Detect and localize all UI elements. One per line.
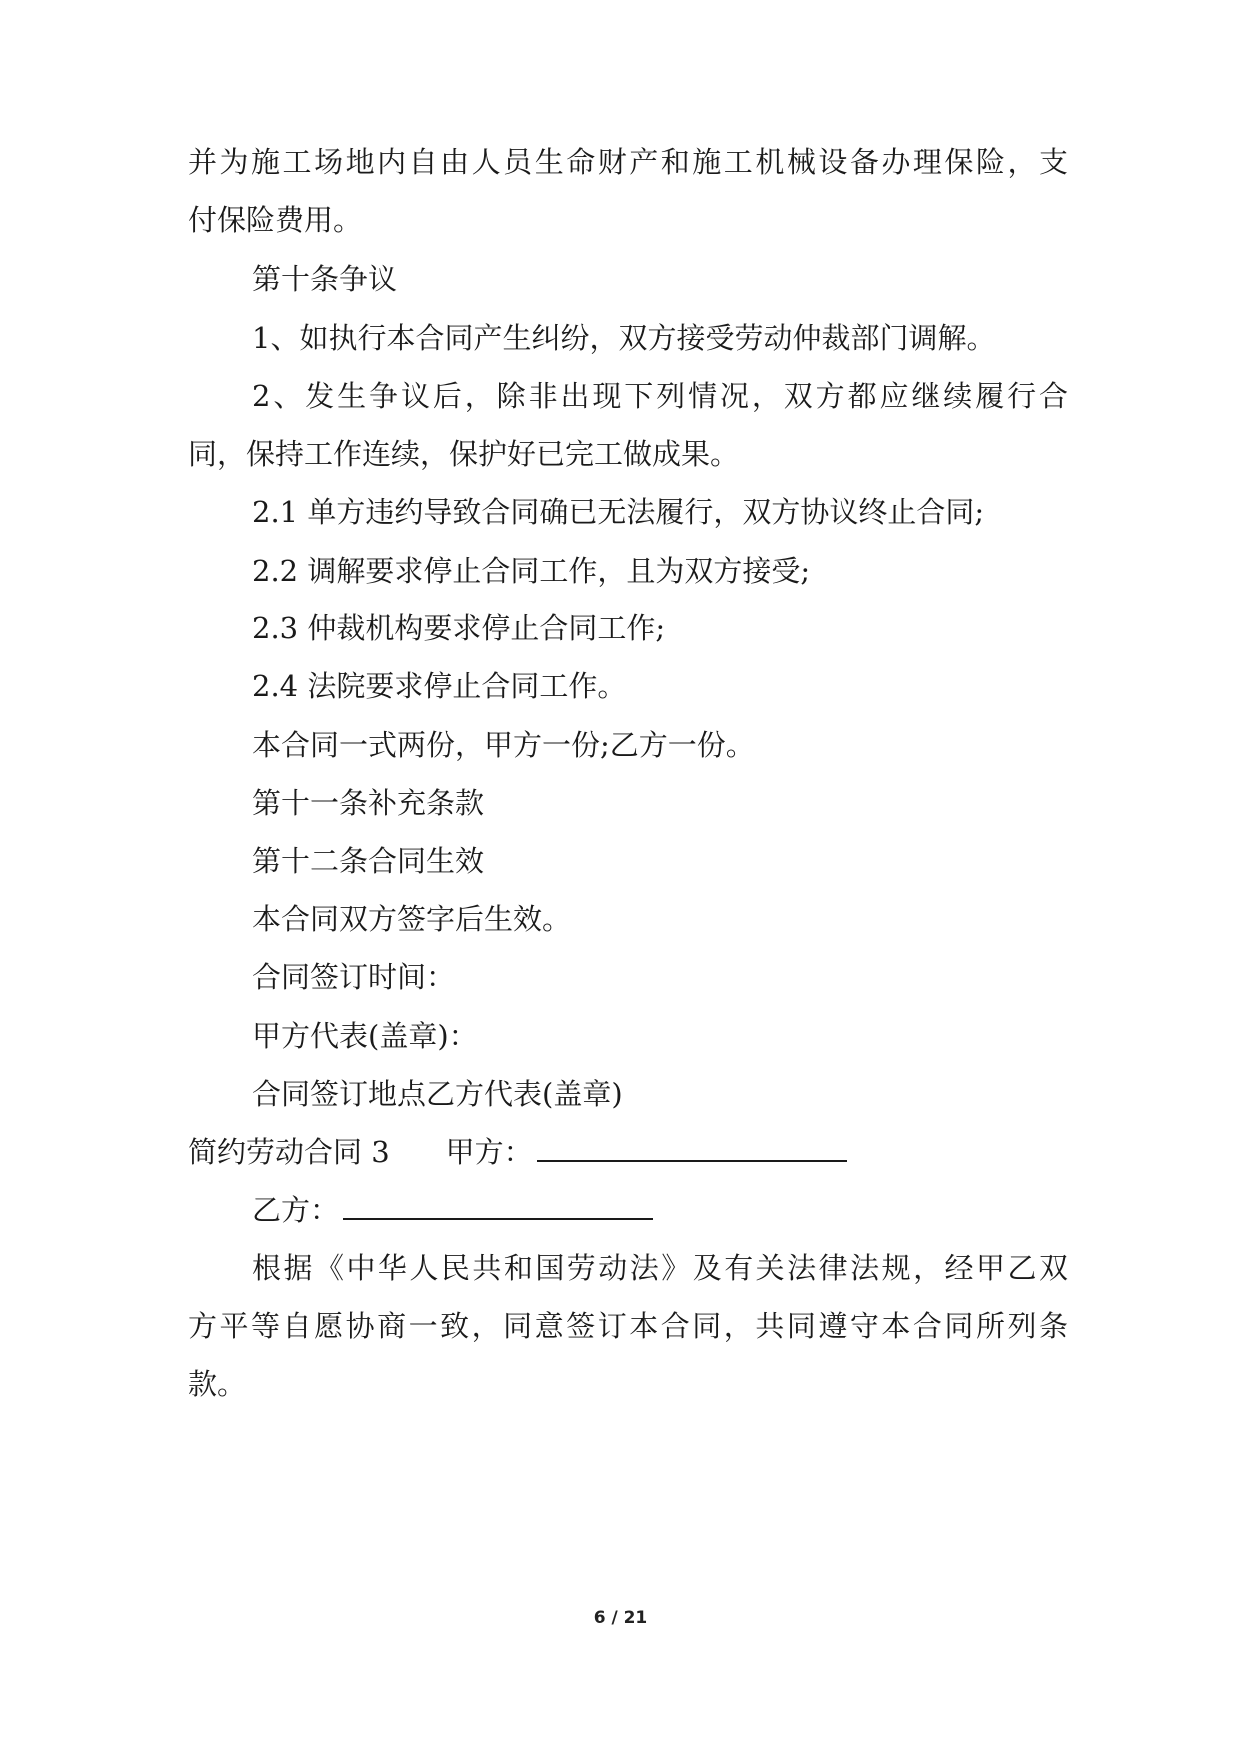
- paragraph-line: 付保险费用。: [188, 203, 363, 237]
- contract-title-row: [188, 1132, 1068, 1172]
- party-b-blank[interactable]: [343, 1190, 653, 1220]
- paragraph-line: 款。: [188, 1367, 247, 1401]
- paragraph-line: 方平等自愿协商一致，同意签订本合同，共同遵守本合同所列条: [188, 1309, 1068, 1343]
- paragraph-line: 并为施工场地内自由人员生命财产和施工机械设备办理保险，支: [188, 145, 1068, 179]
- signing-date-label: 合同签订时间：: [252, 960, 456, 994]
- party-a-rep-label: 甲方代表(盖章)：: [252, 1019, 478, 1053]
- contract-title: 简约劳动合同 3: [188, 1135, 390, 1169]
- section-heading: 第十一条补充条款: [252, 786, 485, 820]
- paragraph-line: 同，保持工作连续，保护好已完工做成果。: [188, 437, 740, 471]
- party-a-label: 甲方：: [445, 1135, 533, 1169]
- section-heading: 第十二条合同生效: [252, 844, 485, 878]
- paragraph-line: 2.2 调解要求停止合同工作，且为双方接受;: [252, 554, 811, 588]
- paragraph-line: 1、如执行本合同产生纠纷，双方接受劳动仲裁部门调解。: [252, 321, 996, 355]
- paragraph-line: 本合同一式两份，甲方一份;乙方一份。: [252, 728, 755, 762]
- party-b-label: 乙方：: [252, 1193, 340, 1227]
- paragraph-line: 2.1 单方违约导致合同确已无法履行，双方协议终止合同;: [252, 495, 985, 529]
- party-b-row: [252, 1190, 1132, 1230]
- party-a-blank[interactable]: [537, 1132, 847, 1162]
- paragraph-line: 2.3 仲裁机构要求停止合同工作;: [252, 611, 666, 645]
- paragraph-line: 2.4 法院要求停止合同工作。: [252, 669, 627, 703]
- paragraph-line: 2、发生争议后，除非出现下列情况，双方都应继续履行合: [252, 379, 1068, 413]
- paragraph-line: 根据《中华人民共和国劳动法》及有关法律法规，经甲乙双: [252, 1251, 1068, 1285]
- signing-place-label: 合同签订地点乙方代表(盖章): [252, 1077, 623, 1111]
- page-number: 6 / 21: [593, 1608, 648, 1628]
- paragraph-line: 本合同双方签字后生效。: [252, 902, 572, 936]
- section-heading: 第十条争议: [252, 262, 398, 296]
